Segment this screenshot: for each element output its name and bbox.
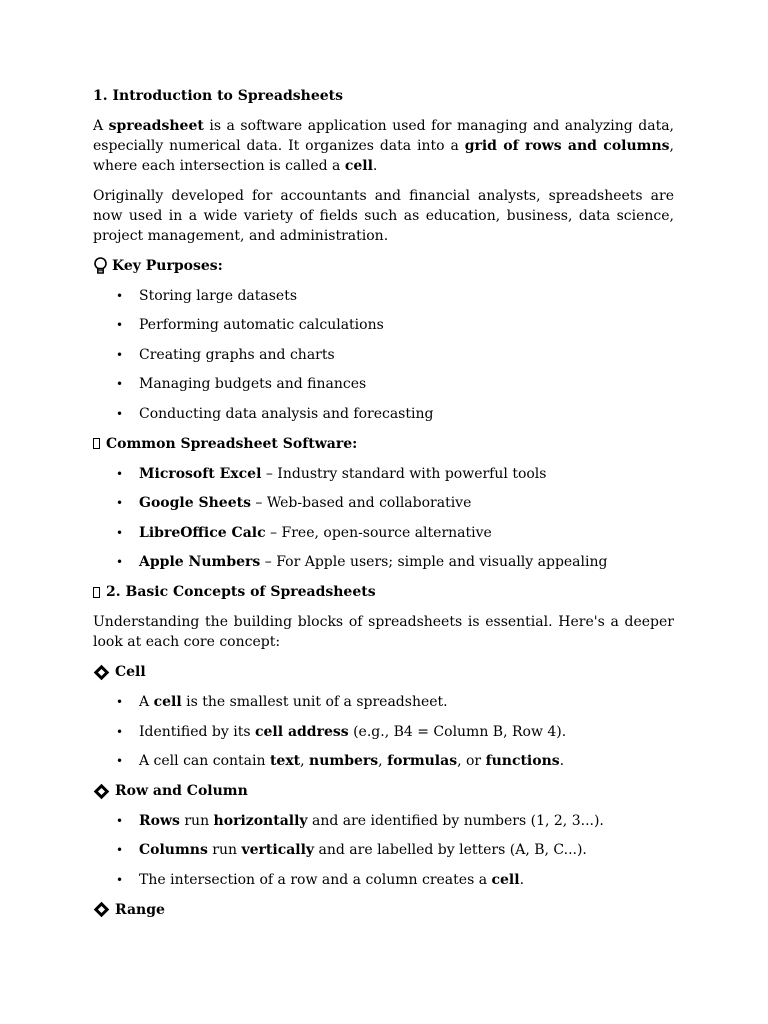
lightbulb-icon bbox=[93, 257, 108, 275]
text-run: , where each intersection is called a bbox=[93, 138, 674, 174]
section-1-heading bbox=[93, 86, 674, 106]
missing-glyph-icon bbox=[93, 587, 100, 598]
software-heading bbox=[93, 434, 674, 454]
text-run: A cell can contain bbox=[139, 753, 270, 770]
text-run: and are identified by numbers (1, 2, 3...). bbox=[307, 812, 604, 829]
list-item bbox=[93, 751, 674, 771]
text-run: • bbox=[116, 288, 124, 303]
list-item bbox=[93, 722, 674, 742]
text-run: • bbox=[116, 496, 124, 511]
row-column-list bbox=[93, 811, 674, 890]
text-run: • bbox=[116, 843, 124, 858]
concepts-intro-paragraph: Understanding the building blocks of spreadsheets is essential. Here's a deeper look at each core concept: bbox=[93, 614, 674, 651]
text-run: Storing large datasets bbox=[139, 287, 298, 304]
cell-list bbox=[93, 692, 674, 771]
text-run: is the smallest unit of a spreadsheet. bbox=[181, 693, 448, 710]
list-item bbox=[93, 870, 674, 890]
text-run: , bbox=[300, 753, 310, 770]
software-list bbox=[93, 464, 674, 573]
text-run: vertically bbox=[241, 842, 315, 859]
text-run: spreadsheet bbox=[108, 118, 204, 134]
text-run: Range bbox=[115, 901, 165, 918]
text-run: Conducting data analysis and forecasting bbox=[139, 405, 434, 422]
text-run: horizontally bbox=[213, 812, 308, 829]
text-run: • bbox=[116, 347, 124, 362]
list-item bbox=[93, 523, 674, 543]
text-run: • bbox=[116, 377, 124, 392]
text-run: 1. Introduction to Spreadsheets bbox=[93, 88, 344, 104]
list-item bbox=[93, 493, 674, 513]
text-run: • bbox=[116, 813, 124, 828]
text-run: • bbox=[116, 555, 124, 570]
list-item bbox=[93, 345, 674, 365]
text-run: cell bbox=[491, 871, 520, 888]
history-paragraph: Originally developed for accountants and financial analysts, spreadsheets are now used in a wide variety of fields such as education, business, data science, project management, and administration. bbox=[93, 188, 674, 244]
section-2-heading bbox=[93, 582, 674, 602]
text-run: – For Apple users; simple and visually appealing bbox=[260, 554, 608, 571]
text-run: • bbox=[116, 872, 124, 887]
text-run: Rows bbox=[139, 812, 180, 829]
list-item bbox=[93, 286, 674, 306]
text-run: functions bbox=[485, 753, 560, 770]
text-run: 2. Basic Concepts of Spreadsheets bbox=[106, 584, 376, 601]
list-item bbox=[93, 811, 674, 831]
list-item bbox=[93, 464, 674, 484]
text-run: , or bbox=[457, 753, 486, 770]
list-item bbox=[93, 840, 674, 860]
text-run: Apple Numbers bbox=[139, 554, 261, 571]
intro-paragraph bbox=[93, 116, 674, 176]
list-item bbox=[93, 552, 674, 572]
text-run: Managing budgets and finances bbox=[139, 376, 367, 393]
text-run: is a software application used for managing and analyzing data, especially numerical data. It organizes data into a bbox=[93, 118, 675, 154]
text-run: Google Sheets bbox=[139, 495, 251, 512]
text-run: cell address bbox=[255, 723, 349, 740]
text-run: A bbox=[93, 118, 109, 134]
text-run: Performing automatic calculations bbox=[139, 317, 384, 334]
text-run: – Free, open-source alternative bbox=[265, 524, 492, 541]
text-run: • bbox=[116, 318, 124, 333]
text-run: . bbox=[519, 871, 525, 888]
text-run: numbers bbox=[309, 753, 379, 770]
text-run: The intersection of a row and a column creates a bbox=[139, 871, 492, 888]
text-run: • bbox=[116, 406, 124, 421]
text-run: , bbox=[378, 753, 388, 770]
range-heading bbox=[93, 900, 674, 920]
text-run: cell bbox=[153, 693, 182, 710]
text-run: • bbox=[116, 724, 124, 739]
text-run: LibreOffice Calc bbox=[139, 524, 266, 541]
text-run: • bbox=[116, 754, 124, 769]
text-run: Identified by its bbox=[139, 723, 255, 740]
row-column-heading bbox=[93, 781, 674, 801]
cell-heading bbox=[93, 662, 674, 682]
text-run: Cell bbox=[115, 664, 146, 681]
text-run: run bbox=[179, 812, 214, 829]
list-item bbox=[93, 692, 674, 712]
text-run: • bbox=[116, 466, 124, 481]
diamond-icon bbox=[94, 665, 110, 681]
text-run: . bbox=[559, 753, 565, 770]
diamond-icon bbox=[94, 783, 110, 799]
document-content bbox=[93, 86, 674, 920]
text-run: Microsoft Excel bbox=[139, 465, 262, 482]
text-run: Row and Column bbox=[115, 783, 248, 800]
text-run: grid of rows and columns bbox=[464, 138, 670, 154]
text-run: (e.g., B4 = Column B, Row 4). bbox=[348, 723, 567, 740]
diamond-icon bbox=[94, 902, 110, 918]
text-run: Creating graphs and charts bbox=[139, 346, 335, 363]
text-run: A bbox=[139, 693, 154, 710]
key-purposes-heading bbox=[93, 256, 674, 276]
text-run: Columns bbox=[139, 842, 208, 859]
text-run: – Industry standard with powerful tools bbox=[261, 465, 547, 482]
key-purposes-list bbox=[93, 286, 674, 424]
text-run: – Web-based and collaborative bbox=[250, 495, 472, 512]
text-run: cell bbox=[344, 158, 373, 174]
text-run: run bbox=[207, 842, 242, 859]
text-run: . bbox=[372, 158, 378, 174]
text-run: Common Spreadsheet Software: bbox=[106, 435, 358, 452]
list-item bbox=[93, 315, 674, 335]
text-run: text bbox=[269, 753, 301, 770]
text-run: • bbox=[116, 694, 124, 709]
list-item bbox=[93, 404, 674, 424]
list-item bbox=[93, 374, 674, 394]
text-run: and are labelled by letters (A, B, C...). bbox=[314, 842, 587, 859]
missing-glyph-icon bbox=[93, 438, 100, 449]
text-run: formulas bbox=[387, 753, 458, 770]
text-run: Key Purposes: bbox=[112, 258, 223, 274]
text-run: • bbox=[116, 525, 124, 540]
